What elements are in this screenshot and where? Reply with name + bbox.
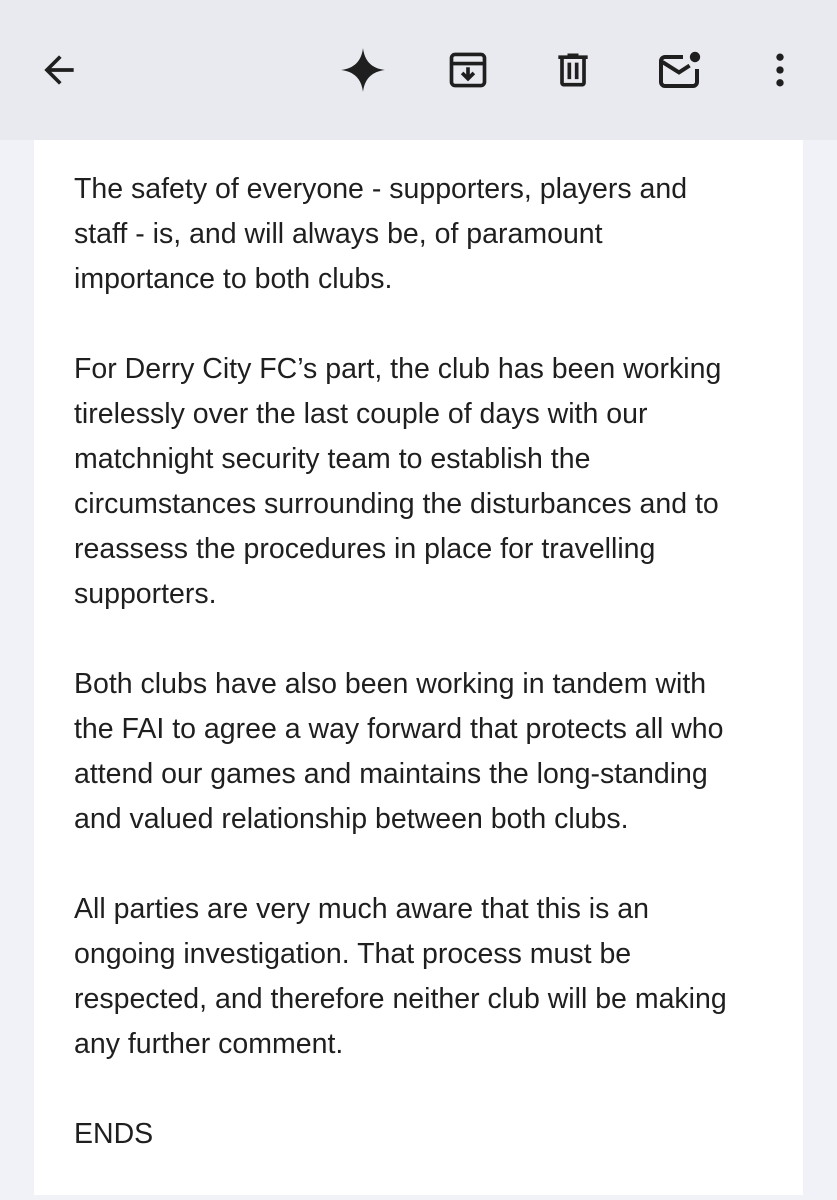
archive-icon	[446, 48, 490, 92]
trash-icon	[551, 48, 595, 92]
email-sign-off: ENDS	[74, 1118, 154, 1150]
top-app-bar	[0, 0, 837, 140]
email-paragraph: For Derry City FC’s part, the club has been working tirelessly over the last couple of days with our matchnight security team to establish the circumstances surrounding the disturbances and to reassess the procedures in place for travelling supporters.	[74, 353, 722, 610]
email-body	[34, 140, 803, 1195]
more-vert-icon	[758, 48, 802, 92]
delete-button[interactable]	[541, 38, 605, 102]
gemini-sparkle-icon	[338, 45, 388, 95]
more-options-button[interactable]	[748, 38, 812, 102]
mark-unread-button[interactable]	[648, 38, 712, 102]
mark-unread-icon	[656, 46, 704, 94]
archive-button[interactable]	[436, 38, 500, 102]
back-arrow-icon	[37, 48, 81, 92]
email-paragraph: All parties are very much aware that this is an ongoing investigation. That process must be respected, and therefore neither club will be making any further comment.	[74, 893, 727, 1060]
email-paragraph: Both clubs have also been working in tandem with the FAI to agree a way forward that protects all who attend our games and maintains the long-standing and valued relationship between both clubs.	[74, 668, 724, 835]
back-button[interactable]	[27, 38, 91, 102]
email-paragraph: The safety of everyone - supporters, players and staff - is, and will always be, of paramount importance to both clubs.	[74, 173, 688, 295]
summarize-button[interactable]	[331, 38, 395, 102]
